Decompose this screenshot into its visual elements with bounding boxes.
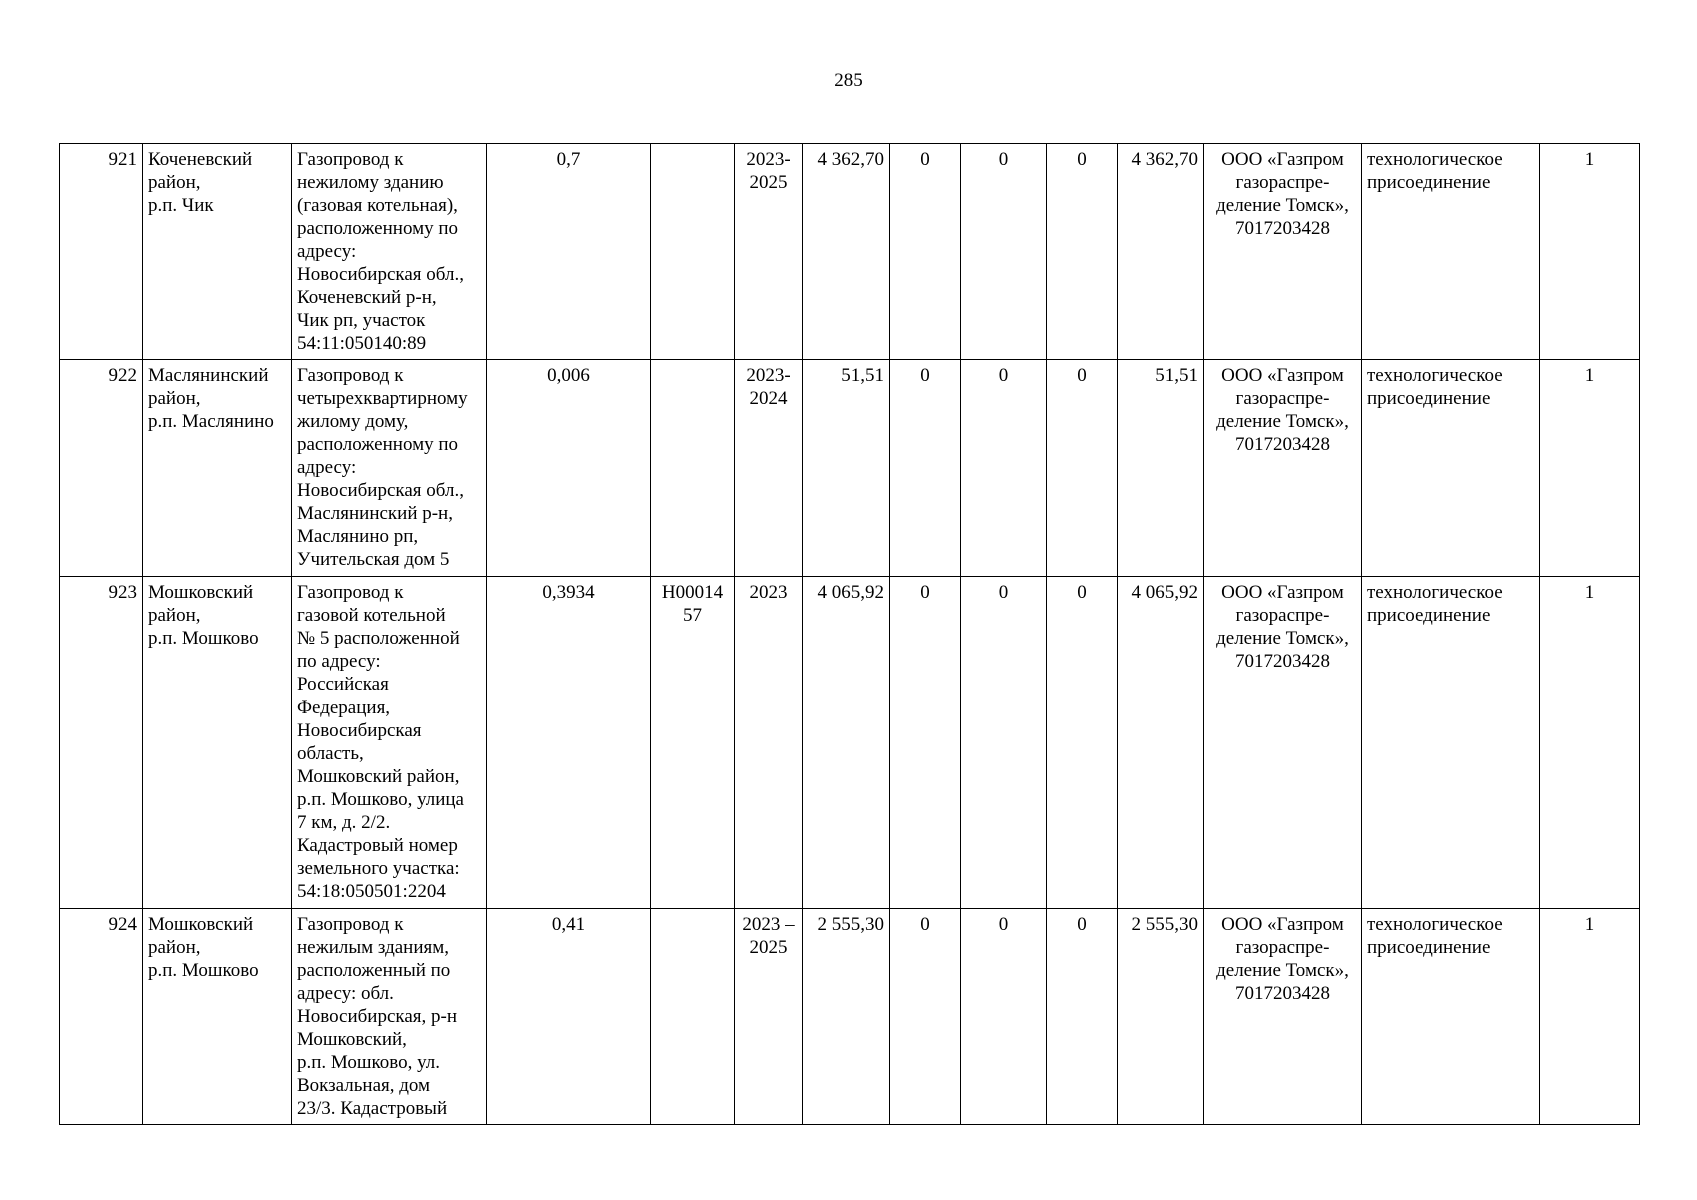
description-cell (292, 144, 487, 360)
object-count: 1 (1540, 909, 1640, 1125)
district-cell-line: р.п. Маслянино (148, 411, 274, 432)
organization-cell-line: газораспре- (1235, 605, 1330, 626)
district-cell (143, 144, 292, 360)
district-cell (143, 577, 292, 909)
municipal-funds: 0 (1047, 577, 1118, 909)
organization-cell-line: деление Томск», (1216, 628, 1349, 649)
federal-funds: 0 (890, 577, 961, 909)
description-cell-line: Новосибирская обл., (297, 480, 464, 501)
table-row (60, 360, 1640, 577)
municipal-funds: 0 (1047, 909, 1118, 1125)
description-cell-line: Российская (297, 674, 389, 695)
description-cell (292, 909, 487, 1125)
description-cell-line: Учительская дом 5 (297, 549, 450, 570)
pipeline-length: 0,006 (487, 360, 651, 577)
description-cell-line: адресу: (297, 241, 357, 262)
row-number: 922 (60, 360, 143, 577)
regional-funds: 0 (961, 144, 1047, 360)
description-cell-line: Федерация, (297, 697, 391, 718)
organization-cell (1204, 577, 1362, 909)
gas-pipeline-table (59, 143, 1640, 1125)
district-cell-line: район, (148, 388, 201, 409)
description-cell-line: р.п. Мошково, ул. (297, 1052, 440, 1073)
organization-cell-line: газораспре- (1235, 172, 1330, 193)
implementation-years-line: 2023 (749, 582, 788, 603)
total-cost: 4 362,70 (803, 144, 890, 360)
organization-cell-line: ООО «Газпром (1221, 365, 1344, 386)
description-cell-line: расположенному по (297, 434, 459, 455)
object-count: 1 (1540, 577, 1640, 909)
district-cell-line: Маслянинский (148, 365, 269, 386)
district-cell-line: Мошковский (148, 914, 254, 935)
organization-cell-line: ООО «Газпром (1221, 149, 1344, 170)
description-cell-line: Вокзальная, дом (297, 1075, 431, 1096)
pipeline-length: 0,7 (487, 144, 651, 360)
financing-source-line: технологическое (1367, 365, 1503, 386)
pipeline-length: 0,41 (487, 909, 651, 1125)
organization-cell-line: газораспре- (1235, 388, 1330, 409)
description-cell-line: Мошковский, (297, 1029, 407, 1050)
regional-funds: 0 (961, 577, 1047, 909)
description-cell-line: область, (297, 743, 364, 764)
description-cell-line: Газопровод к (297, 365, 404, 386)
district-cell (143, 360, 292, 577)
implementation-years (735, 360, 803, 577)
implementation-years-line: 2023- (746, 149, 791, 170)
own-funds: 51,51 (1118, 360, 1204, 577)
organization-cell-line: 7017203428 (1235, 218, 1330, 239)
district-cell-line: р.п. Мошково (148, 628, 259, 649)
district-cell-line: район, (148, 605, 201, 626)
implementation-years (735, 144, 803, 360)
object-code (651, 360, 735, 577)
organization-cell-line: 7017203428 (1235, 983, 1330, 1004)
pipeline-length: 0,3934 (487, 577, 651, 909)
implementation-years (735, 577, 803, 909)
description-cell-line: нежилому зданию (297, 172, 444, 193)
district-cell-line: Мошковский (148, 582, 254, 603)
row-number: 924 (60, 909, 143, 1125)
description-cell-line: Чик рп, участок (297, 310, 426, 331)
organization-cell-line: деление Томск», (1216, 195, 1349, 216)
description-cell-line: газовой котельной (297, 605, 446, 626)
description-cell-line: Газопровод к (297, 914, 404, 935)
implementation-years-line: 2025 (749, 172, 788, 193)
page-number: 285 (834, 70, 863, 91)
table-row (60, 909, 1640, 1125)
description-cell-line: расположенный по (297, 960, 451, 981)
organization-cell-line: газораспре- (1235, 937, 1330, 958)
description-cell-line: адресу: обл. (297, 983, 394, 1004)
implementation-years (735, 909, 803, 1125)
federal-funds: 0 (890, 909, 961, 1125)
implementation-years-line: 2024 (749, 388, 788, 409)
description-cell-line: Новосибирская обл., (297, 264, 464, 285)
district-cell-line: р.п. Чик (148, 195, 214, 216)
row-number: 921 (60, 144, 143, 360)
description-cell-line: Маслянино рп, (297, 526, 419, 547)
district-cell-line: Коченевский (148, 149, 253, 170)
organization-cell (1204, 909, 1362, 1125)
object-code (651, 909, 735, 1125)
implementation-years-line: 2023 – (742, 914, 795, 935)
description-cell-line: Маслянинский р-н, (297, 503, 453, 524)
organization-cell-line: деление Томск», (1216, 960, 1349, 981)
description-cell-line: нежилым зданиям, (297, 937, 450, 958)
financing-source (1362, 144, 1540, 360)
table-body (60, 144, 1640, 1125)
organization-cell-line: 7017203428 (1235, 651, 1330, 672)
district-cell (143, 909, 292, 1125)
own-funds: 4 362,70 (1118, 144, 1204, 360)
description-cell-line: Газопровод к (297, 582, 404, 603)
description-cell (292, 577, 487, 909)
financing-source (1362, 577, 1540, 909)
description-cell-line: Новосибирская (297, 720, 422, 741)
financing-source-line: присоединение (1367, 937, 1491, 958)
description-cell-line: Коченевский р-н, (297, 287, 437, 308)
object-code (651, 144, 735, 360)
organization-cell-line: ООО «Газпром (1221, 582, 1344, 603)
financing-source-line: технологическое (1367, 582, 1503, 603)
organization-cell (1204, 144, 1362, 360)
row-number: 923 (60, 577, 143, 909)
total-cost: 4 065,92 (803, 577, 890, 909)
federal-funds: 0 (890, 144, 961, 360)
object-count: 1 (1540, 360, 1640, 577)
description-cell-line: (газовая котельная), (297, 195, 458, 216)
description-cell-line: р.п. Мошково, улица (297, 789, 464, 810)
own-funds: 2 555,30 (1118, 909, 1204, 1125)
description-cell-line: 7 км, д. 2/2. (297, 812, 391, 833)
financing-source-line: присоединение (1367, 388, 1491, 409)
federal-funds: 0 (890, 360, 961, 577)
financing-source-line: технологическое (1367, 914, 1503, 935)
organization-cell (1204, 360, 1362, 577)
district-cell-line: р.п. Мошково (148, 960, 259, 981)
financing-source-line: присоединение (1367, 172, 1491, 193)
financing-source-line: технологическое (1367, 149, 1503, 170)
organization-cell-line: ООО «Газпром (1221, 914, 1344, 935)
organization-cell-line: 7017203428 (1235, 434, 1330, 455)
description-cell-line: Мошковский район, (297, 766, 460, 787)
object-code-line: 57 (683, 605, 702, 626)
description-cell-line: 54:18:050501:2204 (297, 881, 446, 902)
description-cell-line: Новосибирская, р-н (297, 1006, 458, 1027)
description-cell-line: Газопровод к (297, 149, 404, 170)
description-cell-line: земельного участка: (297, 858, 460, 879)
table-row (60, 577, 1640, 909)
object-code-line: Н00014 (661, 582, 724, 603)
description-cell-line: расположенному по (297, 218, 459, 239)
regional-funds: 0 (961, 909, 1047, 1125)
own-funds: 4 065,92 (1118, 577, 1204, 909)
regional-funds: 0 (961, 360, 1047, 577)
table-row (60, 144, 1640, 360)
description-cell-line: № 5 расположенной (297, 628, 460, 649)
financing-source (1362, 360, 1540, 577)
financing-source-line: присоединение (1367, 605, 1491, 626)
financing-source (1362, 909, 1540, 1125)
district-cell-line: район, (148, 172, 201, 193)
description-cell-line: 54:11:050140:89 (297, 333, 427, 354)
implementation-years-line: 2023- (746, 365, 791, 386)
object-code (651, 577, 735, 909)
description-cell-line: четырехквартирному (297, 388, 468, 409)
implementation-years-line: 2025 (749, 937, 788, 958)
description-cell-line: 23/3. Кадастровый (297, 1098, 448, 1119)
municipal-funds: 0 (1047, 360, 1118, 577)
description-cell (292, 360, 487, 577)
district-cell-line: район, (148, 937, 201, 958)
description-cell-line: жилому дому, (297, 411, 409, 432)
municipal-funds: 0 (1047, 144, 1118, 360)
total-cost: 2 555,30 (803, 909, 890, 1125)
description-cell-line: Кадастровый номер (297, 835, 458, 856)
object-count: 1 (1540, 144, 1640, 360)
description-cell-line: адресу: (297, 457, 357, 478)
total-cost: 51,51 (803, 360, 890, 577)
organization-cell-line: деление Томск», (1216, 411, 1349, 432)
description-cell-line: по адресу: (297, 651, 381, 672)
